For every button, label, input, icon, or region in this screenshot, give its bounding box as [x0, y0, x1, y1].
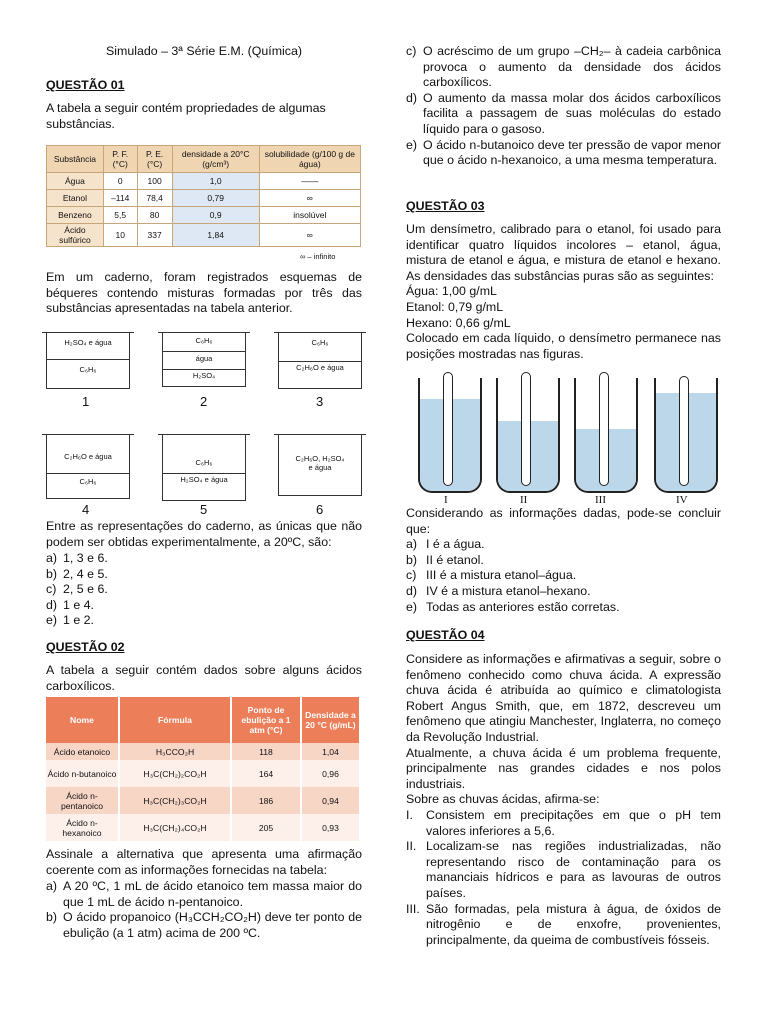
beaker-layer: C₂H₆O e água	[279, 361, 361, 388]
table-header: solubilidade (g/100 g de água)	[259, 146, 360, 173]
densimeter-figure	[406, 370, 720, 508]
acids-table	[46, 697, 359, 841]
option-text: O aumento da massa molar dos ácidos carboxílicos facilita a passagem de suas moléculas do estado líquido para o gasoso.	[423, 90, 721, 136]
table-cell: 337	[137, 224, 172, 247]
statement-key: II.	[406, 839, 417, 854]
table-cell: Benzeno	[47, 207, 104, 224]
beaker-number: 6	[316, 502, 324, 517]
density-hexane: Hexano: 0,66 g/mL	[406, 315, 511, 330]
table-cell: 0,96	[301, 760, 359, 787]
table-cell: Ácido n-butanoico	[46, 760, 119, 787]
question-4-paragraph-2: Atualmente, a chuva ácida é um problema frequente, principalmente nas grandes cidades e nos polos industriais.	[406, 745, 721, 791]
table-cell: insolúvel	[259, 207, 360, 224]
option-e[interactable]	[406, 138, 721, 169]
option-text: 1 e 4.	[63, 597, 95, 612]
table-cell: H₃C(CH₂)₃CO₂H	[119, 787, 231, 814]
table-header: P. F. (°C)	[103, 146, 137, 173]
beaker-6	[278, 434, 362, 496]
statement-text: Localizam-se nas regiões industrializadas, não representando risco de contaminação para os mananciais hídricos e para as lavouras de outros países.	[426, 839, 721, 900]
beaker-number: 3	[316, 394, 324, 409]
densimeter-tube	[599, 372, 609, 486]
option-text: 1 e 2.	[63, 613, 95, 628]
figure-label: II	[520, 494, 528, 506]
table-cell: Ácido n-hexanoico	[46, 814, 119, 841]
option-key: a)	[46, 879, 58, 893]
densimeter-tube	[521, 372, 531, 486]
question-2-prompt: Assinale a alternativa que apresenta uma afirmação coerente com as informações fornecidas na tabela:	[46, 847, 362, 877]
table-cell: Ácido n-pentanoico	[46, 787, 119, 814]
beaker-layer: C₆H₆	[311, 338, 329, 347]
option-key: d)	[46, 597, 58, 612]
question-3-prompt: Considerando as informações dadas, pode-se concluir que:	[406, 506, 721, 536]
question-3-intro: Um densímetro, calibrado para o etanol, foi usado para identificar quatro líquidos incolores – etanol, água, mistura de etanol e água, e mistura de etanol e hexano. As densidades das substâncias puras são as seguintes:	[406, 222, 721, 283]
table-cell: Ácido etanoico	[46, 743, 119, 760]
table-row	[47, 224, 361, 247]
infinity-note: ∞ – infinito	[300, 252, 336, 261]
beaker-layer: água	[163, 351, 245, 369]
option-text: O ácido propanoico (H₃CCH₂CO₂H) deve ter ponto de ebulição (a 1 atm) acima de 200 ºC.	[63, 910, 362, 940]
densimeter-tube	[443, 372, 453, 486]
question-4-paragraph-3: Sobre as chuvas ácidas, afirma-se:	[406, 792, 600, 807]
beaker-layer: C₆H₆	[195, 336, 213, 345]
beaker-layer: H₂SO₄ e água	[163, 473, 245, 500]
option-b[interactable]	[46, 567, 362, 583]
table-cell: 205	[231, 814, 301, 841]
figure-label: IV	[676, 494, 688, 506]
statement-II	[406, 839, 721, 901]
table-header: P. E. (°C)	[137, 146, 172, 173]
table-cell: 0,9	[172, 207, 259, 224]
statement-key: III.	[406, 901, 420, 916]
table-cell: 1,04	[301, 743, 359, 760]
table-cell: H₃C(CH₂)₂CO₂H	[119, 760, 231, 787]
table-cell: H₃CCO₂H	[119, 743, 231, 760]
question-3-text2: Colocado em cada líquido, o densímetro permanece nas posições mostradas nas figuras.	[406, 331, 721, 361]
table-cell: 118	[231, 743, 301, 760]
option-text: O acréscimo de um grupo –CH₂– à cadeia carbônica provoca o aumento da densidade dos ácidos carboxílicos.	[423, 44, 721, 90]
question-2-options-left	[46, 879, 362, 941]
densimeter-tube	[679, 376, 689, 486]
table-cell: ∞	[259, 190, 360, 207]
beakers-figure	[46, 322, 362, 518]
beaker-number: 4	[82, 502, 90, 517]
table-row	[47, 173, 361, 190]
table-row	[46, 814, 359, 841]
question-4-title: QUESTÃO 04	[406, 628, 485, 642]
question-4-text	[406, 652, 721, 948]
option-a[interactable]	[46, 879, 362, 910]
table-cell: 100	[137, 173, 172, 190]
beaker-number: 1	[82, 394, 90, 409]
beaker-layer: C₂H₆O e água	[64, 452, 112, 461]
option-key: e)	[46, 613, 58, 628]
option-c[interactable]	[406, 568, 721, 584]
beaker-5	[162, 434, 246, 501]
table-cell: –114	[103, 190, 137, 207]
option-e[interactable]	[406, 600, 721, 616]
option-text: IV é a mistura etanol–hexano.	[426, 583, 591, 598]
table-cell: H₃C(CH₂)₄CO₂H	[119, 814, 231, 841]
density-water: Água: 1,00 g/mL	[406, 284, 497, 299]
option-d[interactable]	[406, 584, 721, 600]
table-cell: 78,4	[137, 190, 172, 207]
table-cell: ∞	[259, 224, 360, 247]
beaker-1	[46, 332, 130, 389]
beaker-layer: C₆H₆	[195, 458, 213, 467]
beaker-3	[278, 332, 362, 389]
beaker-layer: C₆H₆	[47, 359, 129, 388]
table-row	[47, 207, 361, 224]
question-1-text: Em um caderno, foram registrados esquemas de béqueres contendo misturas formadas por três das substâncias apresentadas na tabela anterior.	[46, 270, 362, 316]
option-key: b)	[46, 910, 58, 925]
table-header: Nome	[46, 697, 119, 743]
option-text: II é etanol.	[426, 552, 484, 567]
table-cell: 0,79	[172, 190, 259, 207]
option-key: b)	[406, 552, 418, 567]
option-key: d)	[406, 90, 418, 105]
statement-key: I.	[406, 807, 413, 822]
question-3-title: QUESTÃO 03	[406, 199, 485, 213]
table-row	[46, 787, 359, 814]
option-key: a)	[46, 551, 58, 565]
option-key: d)	[406, 583, 418, 598]
option-d[interactable]	[46, 598, 362, 614]
beaker-2	[162, 332, 246, 387]
statement-I	[406, 808, 721, 839]
option-c[interactable]	[46, 582, 362, 598]
option-key: c)	[46, 582, 57, 597]
question-1-title: QUESTÃO 01	[46, 78, 125, 92]
table-row	[46, 760, 359, 787]
beaker-number: 5	[200, 502, 208, 517]
question-4-paragraph-1: Considere as informações e afirmativas a seguir, sobre o fenômeno conhecido como chuva ácida. A expressão chuva ácida é atribuída ao químico e climatologista Robert Angus Smith, que, em 1872, descreveu um fenômeno que atingiu Manchester, Inglaterra, no começo da Revolução Industrial.	[406, 652, 721, 744]
table-header: Fórmula	[119, 697, 231, 743]
table-cell: Água	[47, 173, 104, 190]
table-cell: 164	[231, 760, 301, 787]
beaker-layer: C₆H₆	[47, 473, 129, 498]
statement-III	[406, 902, 721, 949]
option-text: 1, 3 e 6.	[63, 551, 108, 565]
figure-label: I	[444, 494, 448, 506]
page-header: Simulado – 3ª Série E.M. (Química)	[105, 44, 303, 58]
table-cell: 10	[103, 224, 137, 247]
beaker-number: 2	[200, 394, 208, 409]
density-ethanol: Etanol: 0,79 g/mL	[406, 299, 504, 314]
question-2-intro: A tabela a seguir contém dados sobre alguns ácidos carboxílicos.	[46, 663, 362, 693]
table-row	[47, 190, 361, 207]
table-cell: 186	[231, 787, 301, 814]
option-key: a)	[406, 537, 418, 552]
option-e[interactable]	[46, 613, 362, 629]
beaker-layer: C₂H₆O, H₂SO₄ e água	[295, 454, 345, 472]
option-text: I é a água.	[426, 537, 485, 552]
table-header: Densidade a 20 °C (g/mL)	[301, 697, 359, 743]
question-2-options-right	[406, 44, 721, 169]
table-cell: 1,84	[172, 224, 259, 247]
option-key: c)	[406, 568, 417, 583]
question-2-title: QUESTÃO 02	[46, 640, 125, 654]
option-text: 2, 4 e 5.	[63, 566, 108, 581]
question-1-intro: A tabela a seguir contém propriedades de algumas substâncias.	[46, 101, 326, 131]
table-cell: 0	[103, 173, 137, 190]
table-header: densidade a 20°C (g/cm³)	[172, 146, 259, 173]
option-text: 2, 5 e 6.	[63, 582, 108, 597]
statement-text: São formadas, pela mistura à água, de óxidos de nitrogênio e de enxofre, provenientes, principalmente, da queima de combustíveis fósseis.	[426, 901, 721, 947]
option-key: e)	[406, 599, 418, 614]
statement-text: Consistem em precipitações em que o pH tem valores inferiores a 5,6.	[426, 807, 721, 838]
question-1-prompt: Entre as representações do caderno, as únicas que não podem ser obtidas experimentalmente, a 20ºC, são:	[46, 519, 362, 549]
option-b[interactable]	[46, 910, 362, 941]
question-3-question	[406, 506, 721, 615]
option-d[interactable]	[406, 91, 721, 138]
option-text: A 20 ºC, 1 mL de ácido etanoico tem massa maior do que 1 mL de ácido n-pentanoico.	[63, 879, 362, 909]
beaker-layer: H₂SO₄	[163, 369, 245, 386]
option-key: e)	[406, 137, 418, 152]
table-cell: 5,5	[103, 207, 137, 224]
table-cell: 1,0	[172, 173, 259, 190]
question-3-text	[406, 222, 721, 362]
table-cell: 0,93	[301, 814, 359, 841]
question-1-options	[46, 551, 362, 629]
table-row	[46, 743, 359, 760]
beaker-layer: H₂SO₄ e água	[64, 338, 112, 347]
table-header: Substância	[47, 146, 104, 173]
option-key: b)	[46, 566, 58, 581]
table-cell: 80	[137, 207, 172, 224]
table-cell: ——	[259, 173, 360, 190]
table-cell: Ácido sulfúrico	[47, 224, 104, 247]
option-c[interactable]	[406, 44, 721, 91]
beaker-4	[46, 434, 130, 499]
option-b[interactable]	[406, 553, 721, 569]
option-text: Todas as anteriores estão corretas.	[426, 599, 620, 614]
properties-table	[46, 145, 361, 247]
option-a[interactable]	[406, 537, 721, 553]
option-a[interactable]	[46, 551, 362, 567]
option-text: III é a mistura etanol–água.	[426, 568, 577, 583]
table-cell: 0,94	[301, 787, 359, 814]
option-key: c)	[406, 44, 417, 58]
option-text: O ácido n-butanoico deve ter pressão de vapor menor que o ácido n-hexanoico, a uma mesma temperatura.	[423, 137, 721, 168]
figure-label: III	[595, 494, 606, 506]
table-header: Ponto de ebulição a 1 atm (°C)	[231, 697, 301, 743]
table-cell: Etanol	[47, 190, 104, 207]
